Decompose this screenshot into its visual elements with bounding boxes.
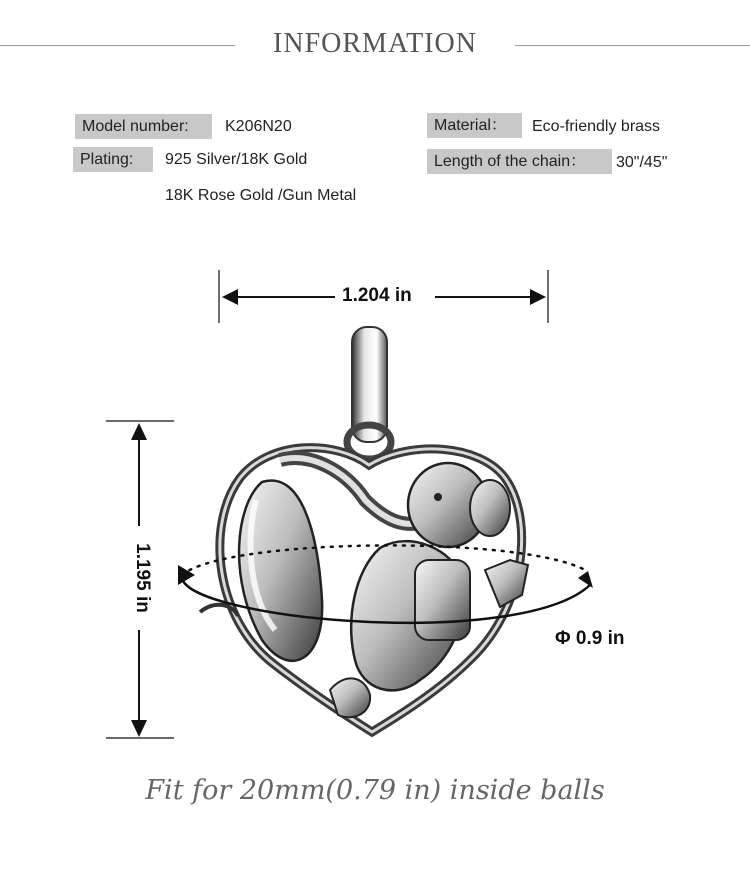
pendant-bail [347,327,391,459]
plating-label: Plating: [73,147,153,172]
material-label: Material： [427,113,522,138]
model-number-label: Model number: [75,114,212,139]
width-label: 1.204 in [338,285,416,307]
fit-caption: Fit for 20mm(0.79 in) inside balls [145,775,605,806]
plating-value-line2: 18K Rose Gold /Gun Metal [165,187,357,204]
diameter-label: Φ 0.9 in [555,628,625,649]
model-number-value: K206N20 [225,118,292,135]
plating-value-line1: 925 Silver/18K Gold [165,151,308,168]
material-value: Eco-friendly brass [532,118,661,135]
pendant-heart [200,448,528,732]
page-title: INFORMATION [273,28,477,59]
height-label: 1.195 in [131,526,153,630]
chain-length-value: 30"/45" [616,154,668,171]
chain-length-label: Length of the chain： [427,149,612,174]
